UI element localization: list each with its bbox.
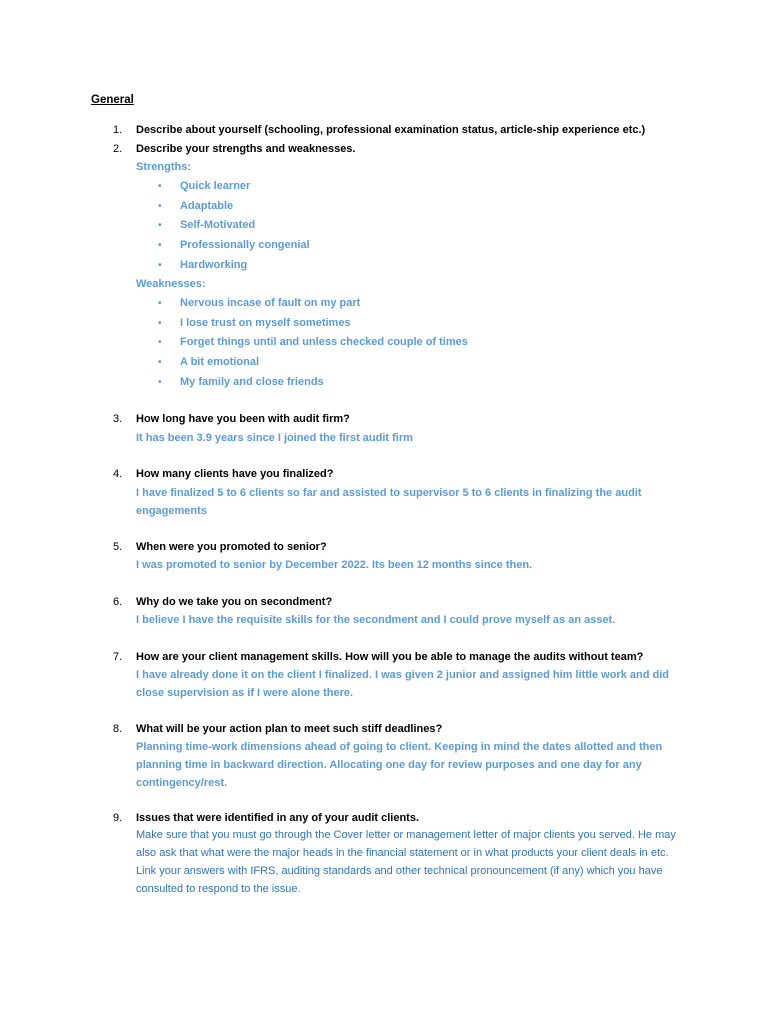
question-number: 6. xyxy=(113,596,123,608)
strength-item: • Adaptable xyxy=(158,197,233,216)
question-text: Why do we take you on secondment? xyxy=(136,596,333,608)
question-number: 9. xyxy=(113,812,123,824)
question-number: 8. xyxy=(113,723,123,735)
question-number: 3. xyxy=(113,413,123,425)
strengths-label: Strengths: xyxy=(136,161,191,173)
question-1 xyxy=(113,121,733,139)
question-text: Describe your strengths and weaknesses. xyxy=(136,143,356,155)
question-number: 2. xyxy=(113,143,123,155)
answer-5: I was promoted to senior by December 2022. Its been 12 months since then. xyxy=(136,559,533,571)
question-5 xyxy=(113,538,733,556)
answer-6: I believe I have the requisite skills for the secondment and I could prove myself as an asset. xyxy=(136,614,616,626)
weakness-item: • A bit emotional xyxy=(158,353,259,372)
question-number: 1. xyxy=(113,124,123,136)
strength-item: • Hardworking xyxy=(158,256,247,275)
answer-3: It has been 3.9 years since I joined the first audit firm xyxy=(136,432,413,444)
answer-9: Make sure that you must go through the Cover letter or management letter of major clients you served. He may also ask that what were the major heads in the financial statement or in what products your client deals in etc. Link your answers with IFRS, auditing standards and other technical pronouncement (if any) which you have consulted to respond to the issue. xyxy=(136,829,676,895)
weakness-item: • My family and close friends xyxy=(158,373,324,392)
question-text: Issues that were identified in any of your audit clients. xyxy=(136,812,420,824)
weakness-item: • Forget things until and unless checked couple of times xyxy=(158,333,468,352)
question-6 xyxy=(113,593,733,611)
question-9 xyxy=(113,809,733,827)
bullet-icon: • xyxy=(158,260,162,271)
question-text: Describe about yourself (schooling, professional examination status, article-ship experience etc.) xyxy=(136,124,646,136)
bullet-icon: • xyxy=(158,337,162,348)
bullet-icon: • xyxy=(158,318,162,329)
section-heading: General xyxy=(91,94,134,106)
question-text: How many clients have you finalized? xyxy=(136,468,334,480)
strength-item: • Quick learner xyxy=(158,177,250,196)
weakness-item: • Nervous incase of fault on my part xyxy=(158,294,360,313)
bullet-icon: • xyxy=(158,357,162,368)
bullet-icon: • xyxy=(158,240,162,251)
bullet-icon: • xyxy=(158,298,162,309)
weaknesses-label: Weaknesses: xyxy=(136,278,206,290)
bullet-icon: • xyxy=(158,201,162,212)
weakness-item: • I lose trust on myself sometimes xyxy=(158,314,351,333)
question-text: How are your client management skills. How will you be able to manage the audits without team? xyxy=(136,651,644,663)
question-4 xyxy=(113,465,733,483)
bullet-icon: • xyxy=(158,181,162,192)
question-text: When were you promoted to senior? xyxy=(136,541,327,553)
question-number: 5. xyxy=(113,541,123,553)
question-text: What will be your action plan to meet such stiff deadlines? xyxy=(136,723,443,735)
question-number: 4. xyxy=(113,468,123,480)
strength-item: • Professionally congenial xyxy=(158,236,310,255)
question-7 xyxy=(113,648,733,666)
question-text: How long have you been with audit firm? xyxy=(136,413,350,425)
strength-item: • Self-Motivated xyxy=(158,216,255,235)
answer-7: I have already done it on the client I finalized. I was given 2 junior and assigned him little work and did close supervision as if I were alone there. xyxy=(136,669,669,699)
question-3 xyxy=(113,410,733,428)
question-number: 7. xyxy=(113,651,123,663)
answer-8: Planning time-work dimensions ahead of going to client. Keeping in mind the dates allotted and then planning time in backward direction. Allocating one day for review purposes and one day for any contingency/rest. xyxy=(136,741,663,789)
bullet-icon: • xyxy=(158,220,162,231)
question-8 xyxy=(113,720,733,738)
question-2 xyxy=(113,140,733,158)
bullet-icon: • xyxy=(158,377,162,388)
answer-4: I have finalized 5 to 6 clients so far and assisted to supervisor 5 to 6 clients in finalizing the audit engagements xyxy=(136,487,642,517)
